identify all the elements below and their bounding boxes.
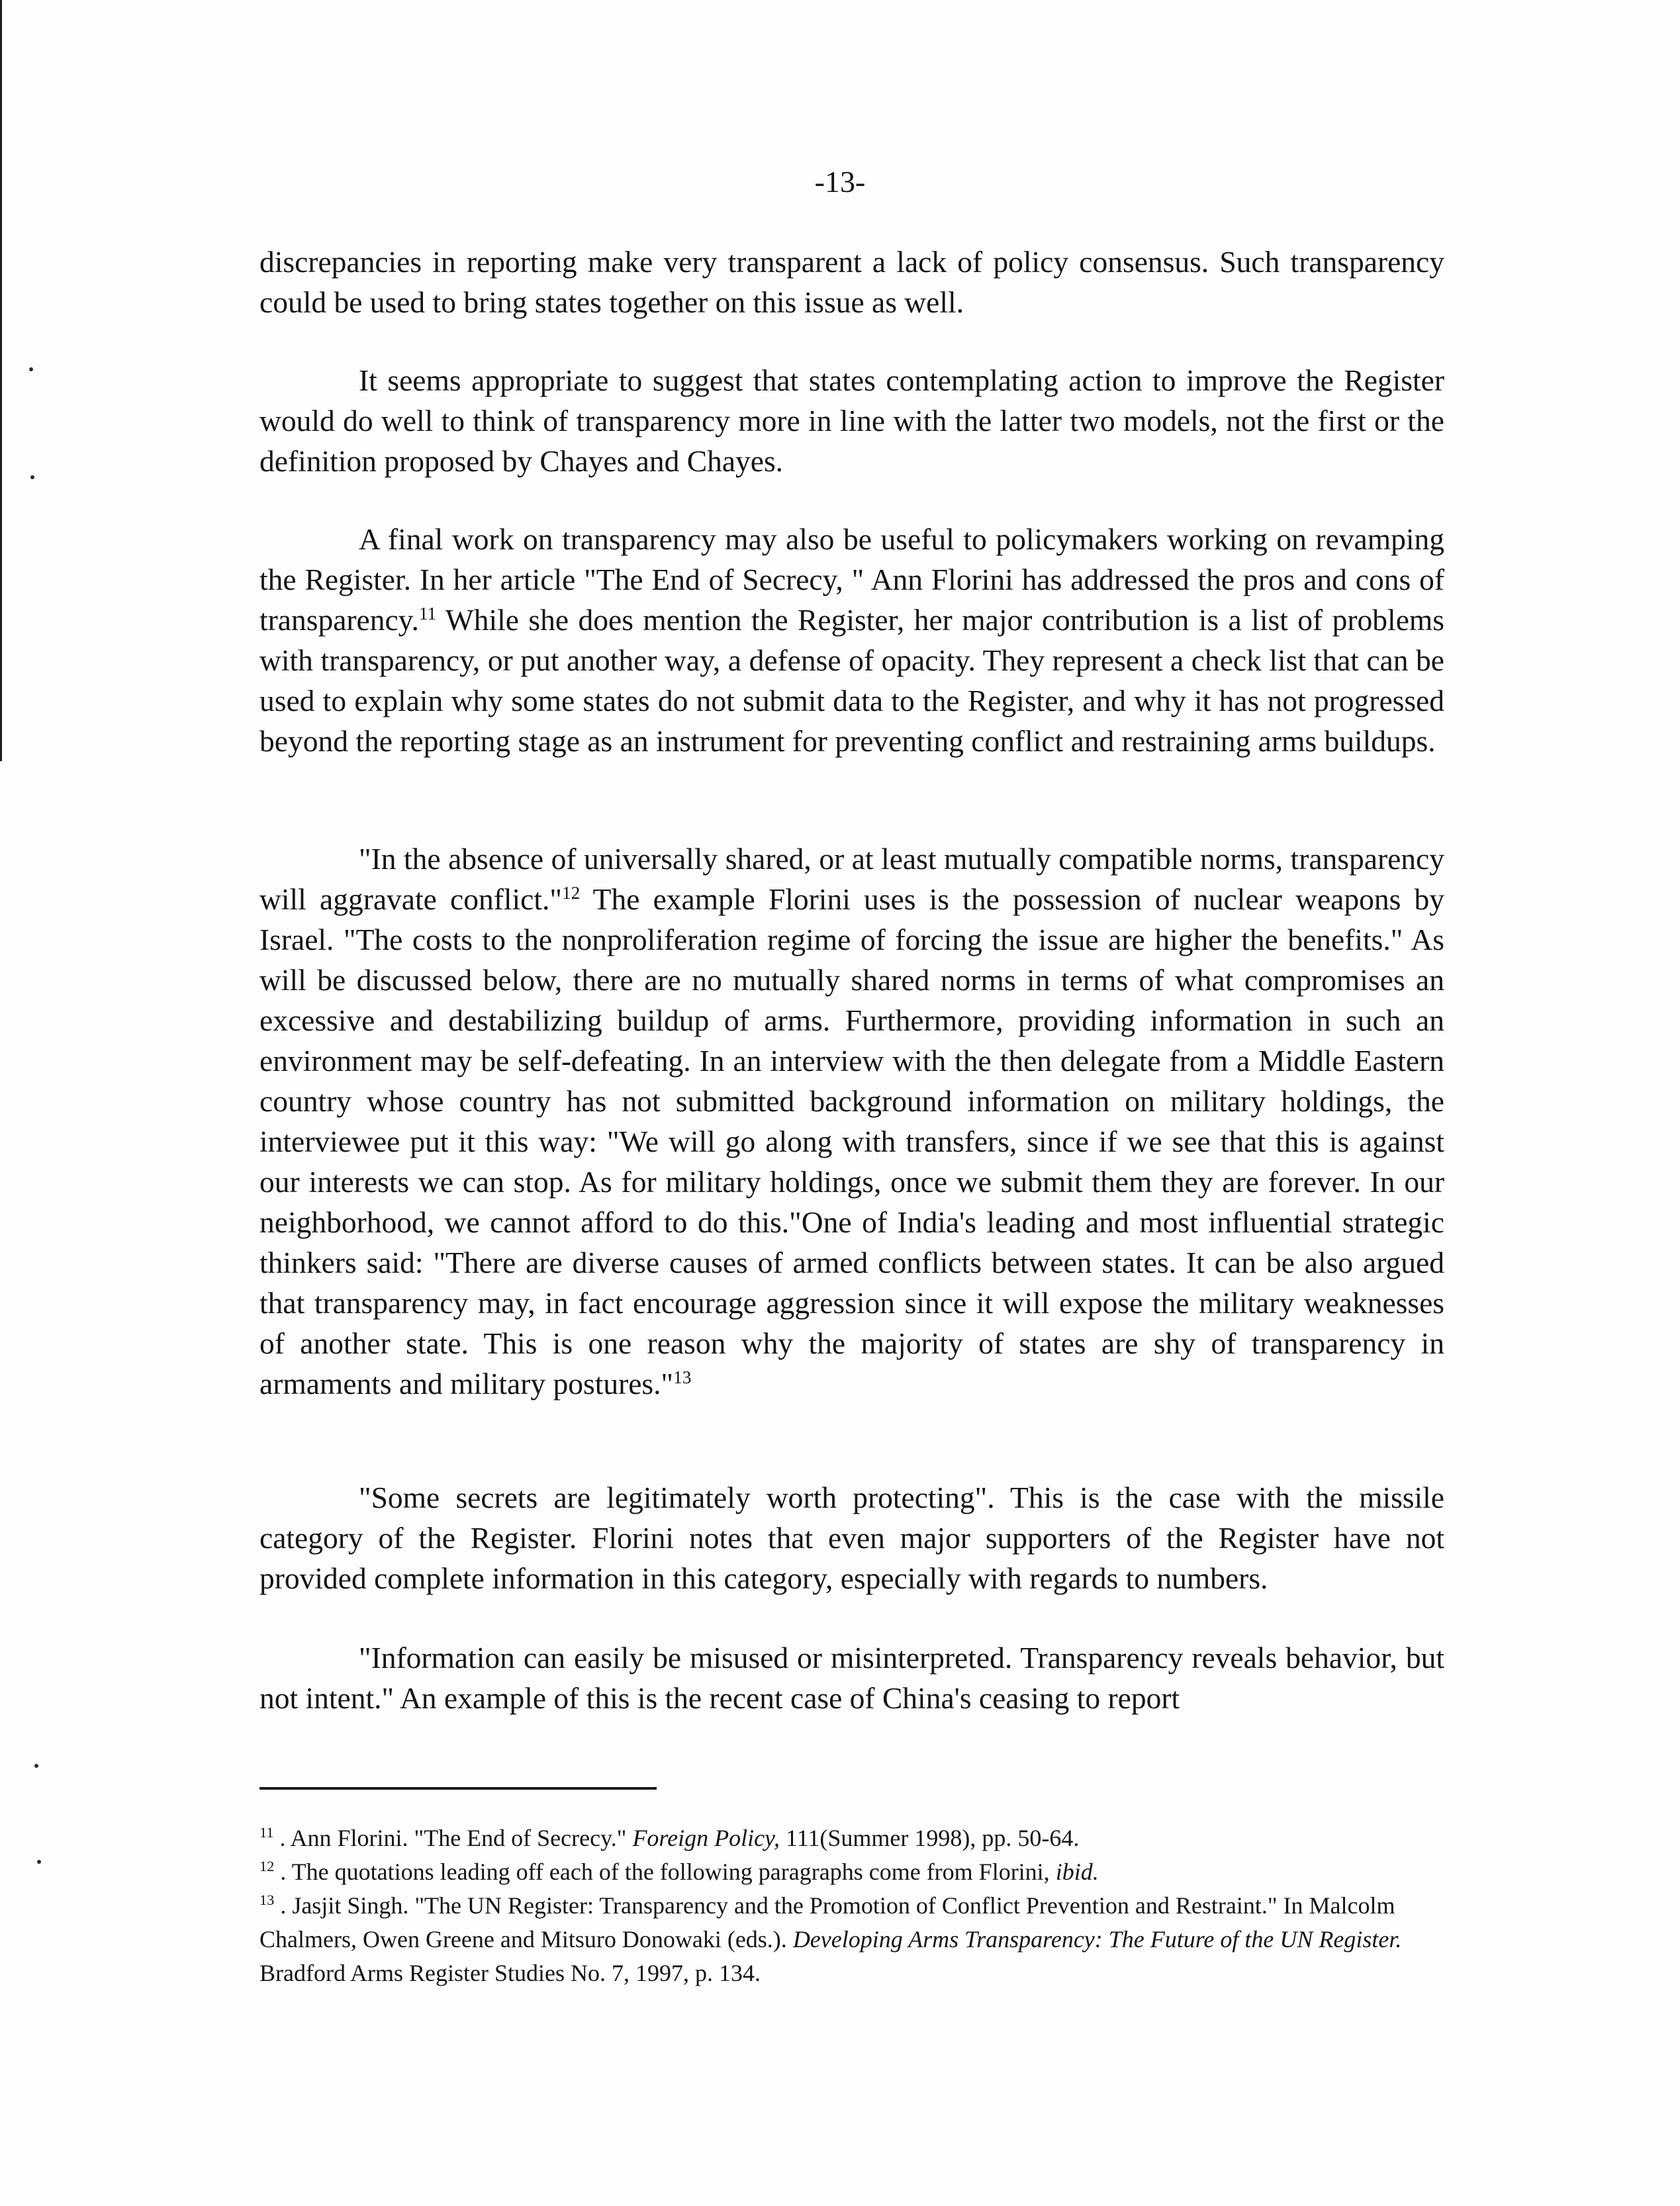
scan-speck <box>29 367 33 371</box>
footnote-number: 12 <box>259 1858 275 1874</box>
paragraph-6 <box>259 1637 1444 1718</box>
paragraph-3 <box>259 519 1444 761</box>
paragraph-5-text: "Some secrets are legitimately worth protecting". This is the case with the missile category of the Register. Florini notes that even major supporters of the Register have not provided complete information in this category, especially with regards to numbers. <box>259 1481 1444 1595</box>
page-number: -13- <box>814 165 866 199</box>
footnote-12 <box>259 1855 1451 1889</box>
scan-speck <box>34 1764 38 1768</box>
paragraph-4-text-a: "In the absence of universally shared, or at least mutually compatible norms, transparency will aggravate conflict." <box>259 842 1444 916</box>
footnotes <box>259 1821 1451 1990</box>
scan-edge-line <box>0 0 2 761</box>
paragraph-1-text: discrepancies in reporting make very transparent a lack of policy consensus. Such transparency could be used to bring states together on this issue as well. <box>259 245 1444 319</box>
footnote-journal-title: Foreign Policy, <box>632 1825 780 1851</box>
footnote-book-title: Developing Arms Transparency: The Future of the UN Register. <box>792 1926 1402 1953</box>
footnote-separator <box>259 1787 657 1790</box>
footnote-text: . The quotations leading off each of the following paragraphs come from Florini, <box>274 1859 1056 1885</box>
footnote-number: 11 <box>259 1824 274 1841</box>
footnote-text: Bradford Arms Register Studies No. 7, 1997, p. 134. <box>259 1960 761 1986</box>
footnote-ref-12: 12 <box>561 882 581 903</box>
scan-speck <box>30 475 34 479</box>
footnote-number: 13 <box>259 1892 275 1908</box>
scan-speck <box>37 1860 41 1864</box>
footnote-ref-13: 13 <box>673 1367 692 1387</box>
paragraph-3-text-a: A final work on transparency may also be useful to policymakers working on revamping the Register. In her article "The End of Secrecy, " Ann Florini has addressed the pros and cons of transparency. <box>259 522 1444 637</box>
paragraph-4-text-b: The example Florini uses is the possession of nuclear weapons by Israel. "The costs to the nonproliferation regime of forcing the issue are higher the benefits." As will be discussed below, there are no mutually shared norms in terms of what compromises an excessive and destabilizing buildup of arms. Furthermore, providing information in such an environment may be self-defeating. In an interview with the then delegate from a Middle Eastern country whose country has not submitted background information on military holdings, the interviewee put it this way: "We will go along with transfers, since if we see that this is against our interests we can stop. As for military holdings, once we submit them they are forever. In our neighborhood, we cannot afford to do this."One of India's leading and most influential strategic thinkers said: "There are diverse causes of armed conflicts between states. It can be also argued that transparency may, in fact encourage aggression since it will expose the military weaknesses of another state. This is one reason why the majority of states are shy of transparency in armaments and military postures." <box>259 882 1445 1401</box>
footnote-text: . Ann Florini. "The End of Secrecy." <box>273 1825 633 1851</box>
footnote-11 <box>259 1821 1451 1855</box>
footnote-text: . Jasjit Singh. "The UN Register: Transparency and the Promotion of Conflict Prevention and Restraint." In Malcolm Chalmers, Owen Greene and Mitsuro Donowaki (eds.). <box>259 1892 1395 1953</box>
footnote-ref-11: 11 <box>418 603 437 623</box>
paragraph-2-text: It seems appropriate to suggest that states contemplating action to improve the Register would do well to think of transparency more in line with the latter two models, not the first or the definition proposed by Chayes and Chayes. <box>259 363 1444 478</box>
paragraph-1 <box>259 242 1444 322</box>
paragraph-2 <box>259 360 1444 481</box>
paragraph-5 <box>259 1477 1444 1598</box>
paragraph-3-text-b: While she does mention the Register, her major contribution is a list of problems with transparency, or put another way, a defense of opacity. They represent a check list that can be used to explain why some states do not submit data to the Register, and why it has not progressed beyond the reporting stage as an instrument for preventing conflict and restraining arms buildups. <box>259 603 1444 758</box>
footnote-text: 111(Summer 1998), pp. 50-64. <box>780 1825 1080 1851</box>
footnote-ibid: ibid. <box>1055 1859 1099 1885</box>
paragraph-6-text: "Information can easily be misused or misinterpreted. Transparency reveals behavior, but not intent." An example of this is the recent case of China's ceasing to report <box>259 1641 1444 1715</box>
footnote-13 <box>259 1889 1451 1990</box>
paragraph-4 <box>259 839 1444 1404</box>
